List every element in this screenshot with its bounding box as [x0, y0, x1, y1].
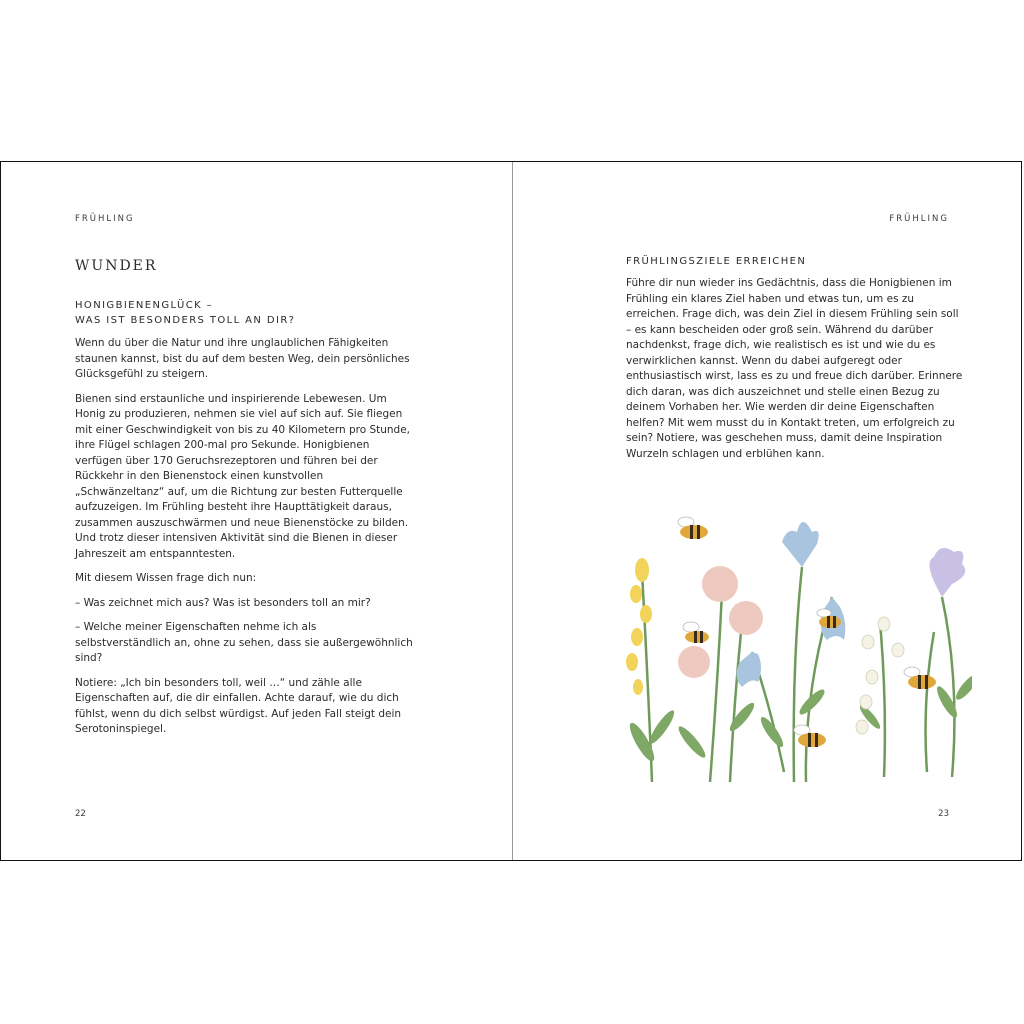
section-subhead	[75, 298, 415, 328]
paragraph: Notiere: „Ich bin besonders toll, weil …“ und zähle alle Eigenschaften auf, die dir einfallen. Achte darauf, wie du dich fühlst, wenn du dich selbst würdigst. Auf jeden Fall steigt dein Serotoninspiegel.	[75, 676, 402, 735]
running-head: FRÜHLING	[75, 214, 135, 224]
left-page	[1, 162, 512, 860]
paragraph: Führe dir nun wieder ins Gedächtnis, dass die Honigbienen im Frühling ein klares Ziel haben und etwas tun, um es zu erreichen. Frage dich, was dein Ziel in diesem Frühling sein soll – es kann bescheiden oder groß sein. Während du darüber nachdenkst, frage dich, wie realistisch es ist und wie du es verwirklichen kannst. Wenn du dabei aufgeregt oder enthusiastisch wirst, lass es zu und freue dich darüber. Erinnere dich daran, was dich auszeichnet und stelle einen Bezug zu deinem Vorhaben her. Wie werden dir deine Eigenschaften helfen? Mit wem musst du in Kontakt treten, um erfolgreich zu sein? Notiere, was geschehen muss, damit deine Inspiration Wurzeln schlagen und erblühen kann.	[626, 277, 963, 460]
list-item: – Welche meiner Eigenschaften nehme ich als selbstverständlich an, ohne zu sehen, dass sie außergewöhnlich sind?	[75, 621, 413, 664]
right-page	[512, 162, 1023, 860]
flower-bee-illustration	[622, 502, 972, 792]
body-text	[626, 276, 966, 471]
list-item: – Was zeichnet mich aus? Was ist besonders toll an mir?	[75, 596, 371, 609]
page-number: 22	[75, 809, 86, 819]
subhead-line-1: HONIGBIENENGLÜCK –	[75, 300, 214, 311]
book-spread	[0, 161, 1022, 861]
subhead-line-2: WAS IST BESONDERS TOLL AN DIR?	[75, 315, 296, 326]
page-number: 23	[938, 809, 949, 819]
section-subhead: FRÜHLINGSZIELE ERREICHEN	[626, 256, 807, 267]
paragraph: Wenn du über die Natur und ihre unglaublichen Fähigkeiten staunen kannst, bist du auf dem besten Weg, dein persönliches Glücksgefühl zu steigern.	[75, 337, 410, 380]
paragraph: Mit diesem Wissen frage dich nun:	[75, 572, 257, 584]
chapter-title: WUNDER	[75, 258, 158, 274]
running-head: FRÜHLING	[889, 214, 949, 224]
body-text	[75, 336, 415, 747]
paragraph: Bienen sind erstaunliche und inspirierende Lebewesen. Um Honig zu produzieren, nehmen sie viel auf sich auf. Sie fliegen mit einer Geschwindigkeit von bis zu 40 Kilometern pro Stunde, ihre Flügel schlagen 200-mal pro Sekunde. Honigbienen verfügen über 170 Geruchsrezeptoren und führen bei der Rückkehr in den Bienenstock einen kunstvollen „Schwänzeltanz“ auf, um die Richtung zur besten Futterquelle aufzuzeigen. Im Frühling besteht ihre Haupttätigkeit daraus, zusammen auszuschwärmen und neue Bienenstöcke zu bilden. Und trotz dieser intensiven Aktivität sind die Bienen in dieser Jahreszeit am entspanntesten.	[75, 392, 411, 560]
